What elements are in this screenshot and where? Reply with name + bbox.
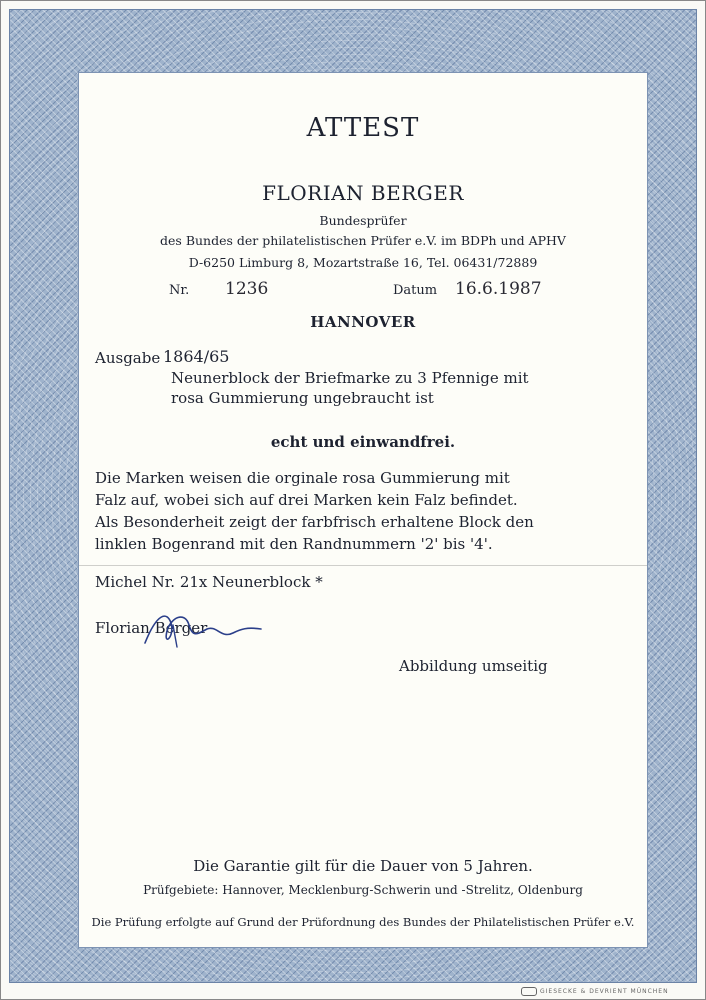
remark-line: Als Besonderheit zeigt der farbfrisch erhaltene Block den bbox=[95, 513, 534, 531]
number-label: Nr. bbox=[169, 283, 190, 298]
printer-name: GIESECKE & DEVRIENT MÜNCHEN bbox=[540, 988, 669, 995]
verdict: echt und einwandfrei. bbox=[270, 433, 456, 451]
certificate-body bbox=[78, 72, 648, 948]
guarantee-line: Die Garantie gilt für die Dauer von 5 Jahren. bbox=[193, 857, 533, 875]
description-line: rosa Gummierung ungebraucht ist bbox=[171, 389, 434, 407]
illustration-note: Abbildung umseitig bbox=[399, 657, 548, 675]
number-value: 1236 bbox=[225, 279, 269, 299]
issue-label: Ausgabe bbox=[95, 349, 161, 367]
signer-name: Florian Berger bbox=[95, 619, 208, 637]
association-line: des Bundes der philatelistischen Prüfer e.V. im BDPh und APHV bbox=[160, 233, 566, 248]
remark-line: Die Marken weisen die orginale rosa Gummierung mit bbox=[95, 469, 510, 487]
territories-line: Prüfgebiete: Hannover, Mecklenburg-Schwerin und -Strelitz, Oldenburg bbox=[143, 883, 583, 897]
address-line: D-6250 Limburg 8, Mozartstraße 16, Tel. 06431/72889 bbox=[188, 255, 538, 270]
regulation-line: Die Prüfung erfolgte auf Grund der Prüfordnung des Bundes der Philatelistischen Prüfer e.V. bbox=[91, 915, 635, 929]
stamp-territory-heading: HANNOVER bbox=[310, 313, 416, 331]
handwritten-signature bbox=[137, 603, 267, 653]
remark-line: linklen Bogenrand mit den Randnummern '2' bis '4'. bbox=[95, 535, 493, 553]
examiner-name: FLORIAN BERGER bbox=[262, 181, 464, 205]
examiner-role: Bundesprüfer bbox=[319, 213, 407, 228]
certificate-title: ATTEST bbox=[306, 113, 420, 143]
issue-value: 1864/65 bbox=[163, 347, 230, 366]
remark-line: Falz auf, wobei sich auf drei Marken kein Falz befindet. bbox=[95, 491, 518, 509]
description-line: Neunerblock der Briefmarke zu 3 Pfennige mit bbox=[171, 369, 529, 387]
printer-logo-icon bbox=[521, 987, 537, 996]
guilloche-frame bbox=[9, 9, 697, 983]
date-label: Datum bbox=[393, 283, 438, 298]
paper-fold-line bbox=[79, 565, 647, 566]
printer-imprint bbox=[521, 987, 669, 996]
catalog-reference: Michel Nr. 21x Neunerblock * bbox=[95, 573, 323, 591]
date-value: 16.6.1987 bbox=[455, 279, 542, 299]
